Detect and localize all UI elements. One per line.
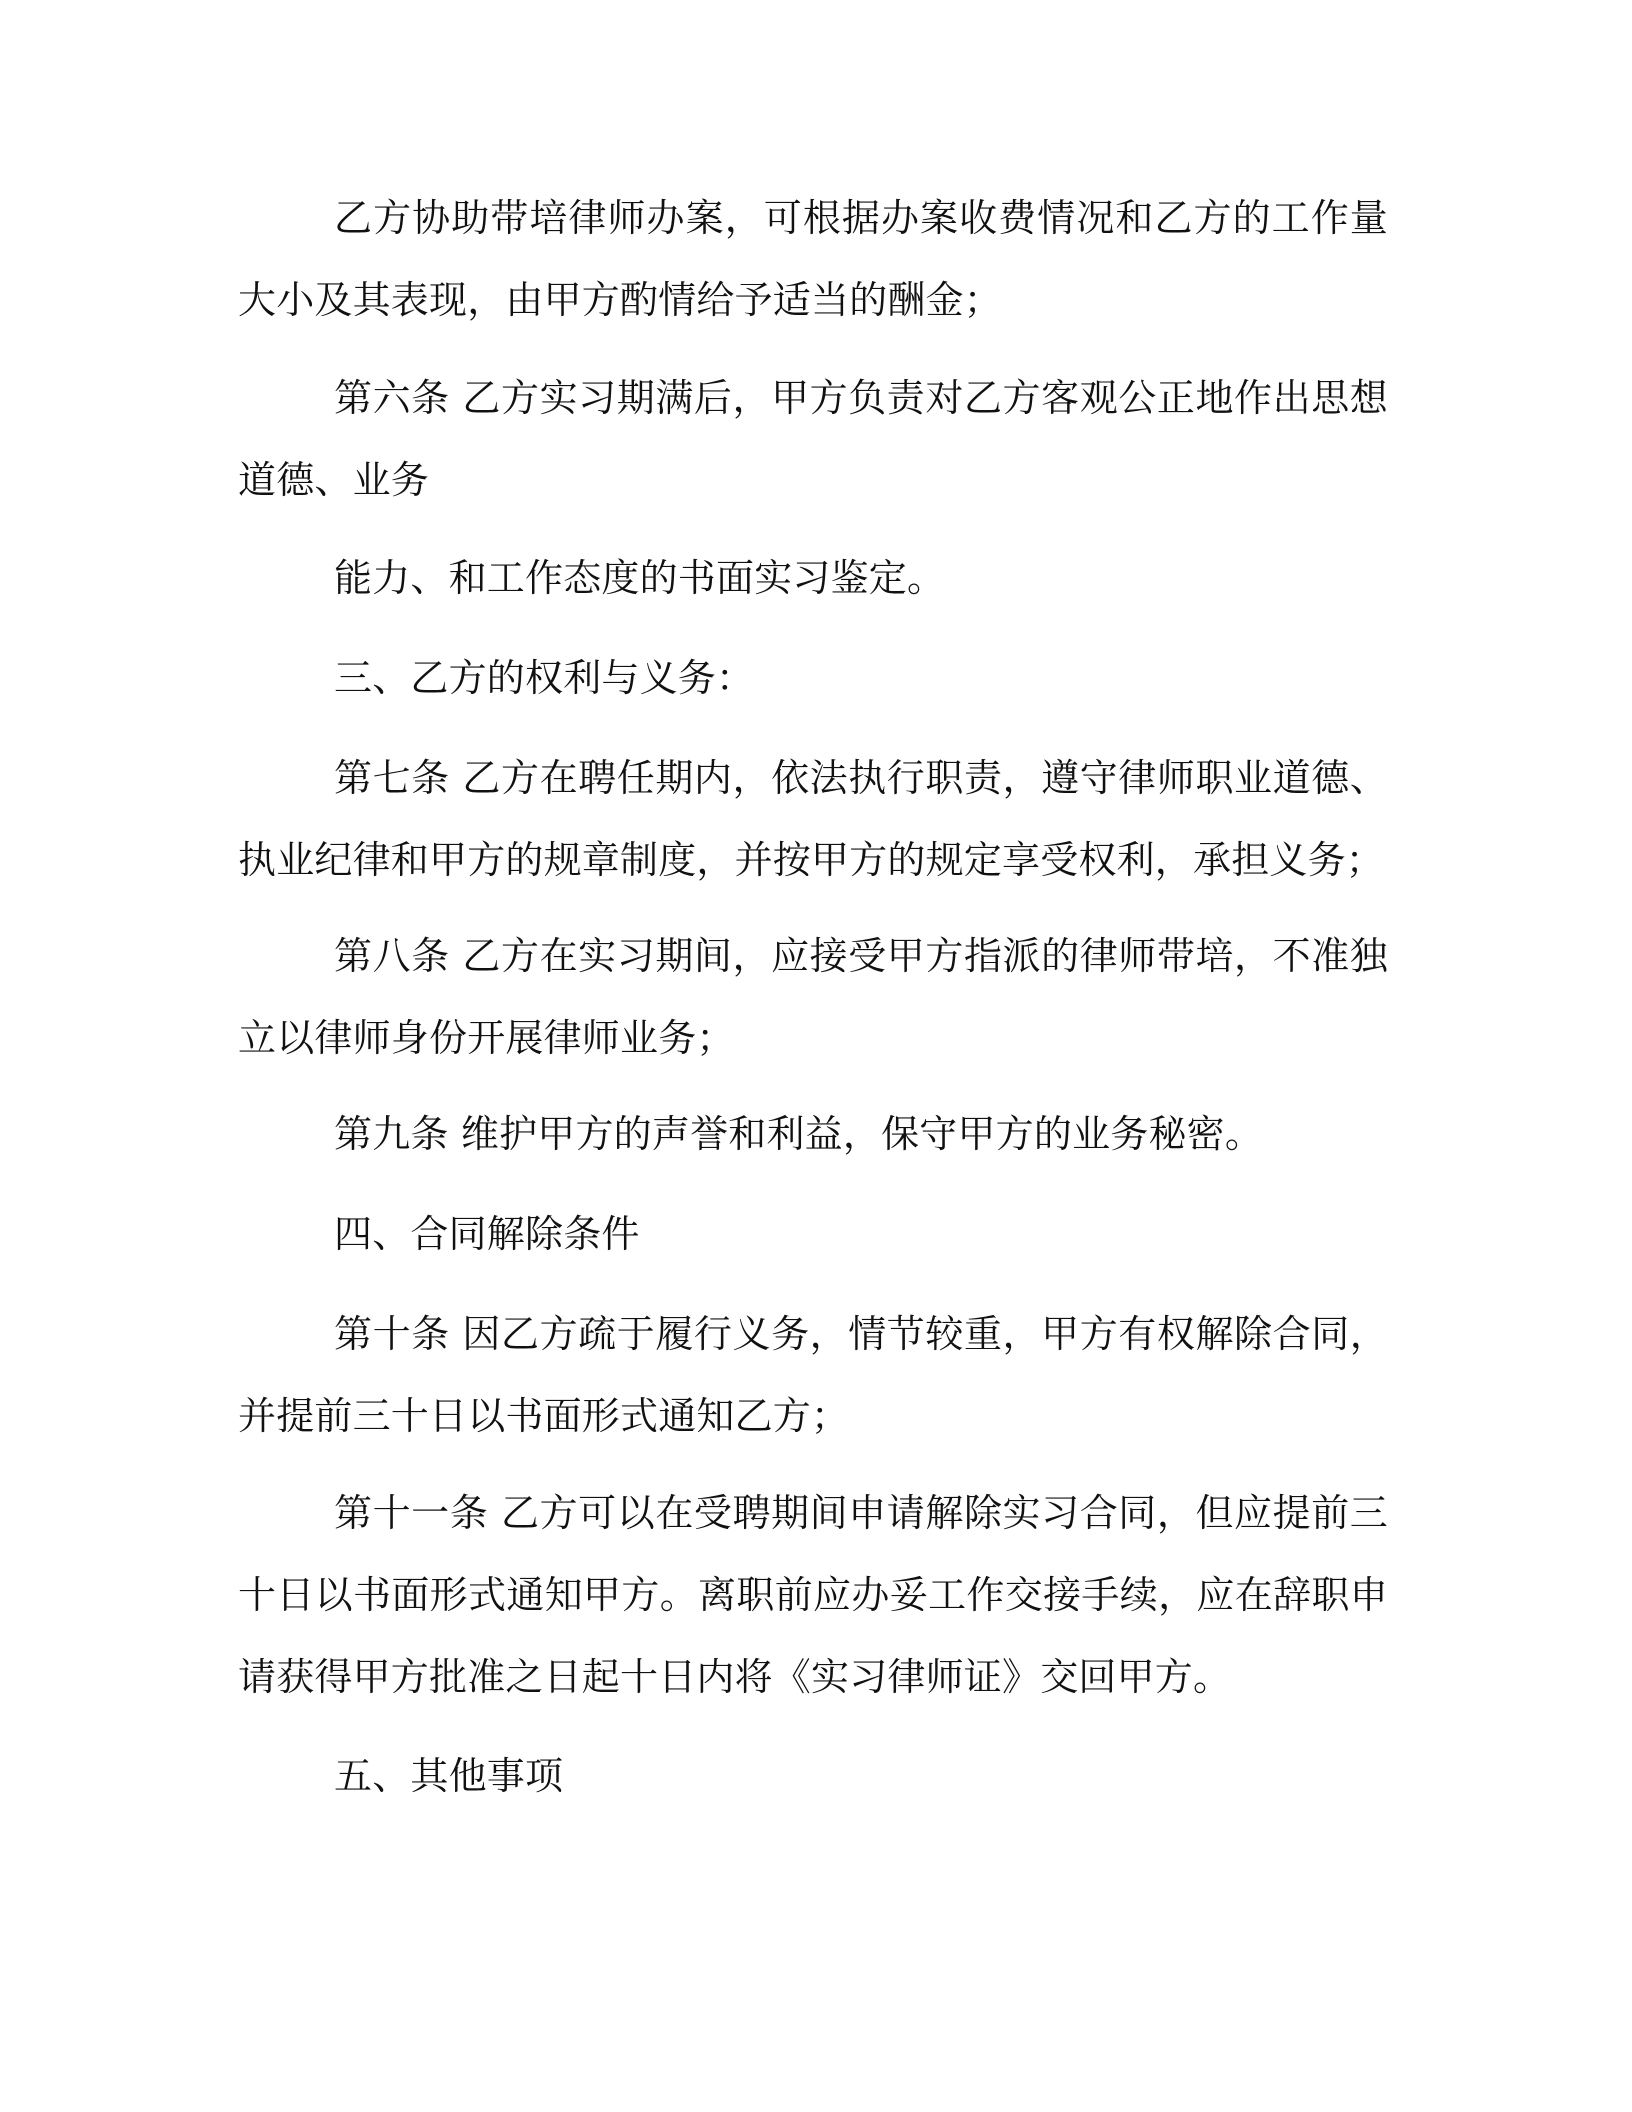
section-heading-termination: 四、合同解除条件 [334, 1212, 640, 1256]
paragraph-article-11: 第十一条 乙方可以在受聘期间申请解除实习合同，但应提前三十日以书面形式通知甲方。离职前应办妥工作交接手续，应在辞职申请获得甲方批准之日起十日内将《实习律师证》交回甲方。 [238, 1491, 1388, 1699]
paragraph-article-9: 第九条 维护甲方的声誉和利益，保守甲方的业务秘密。 [334, 1112, 1264, 1156]
paragraph-article-8: 第八条 乙方在实习期间，应接受甲方指派的律师带培，不准独立以律师身份开展律师业务； [238, 934, 1388, 1060]
section-heading-other-matters: 五、其他事项 [334, 1754, 564, 1798]
paragraph-article-6: 第六条 乙方实习期满后，甲方负责对乙方客观公正地作出思想道德、业务 [238, 376, 1388, 502]
paragraph-remuneration: 乙方协助带培律师办案，可根据办案收费情况和乙方的工作量大小及其表现，由甲方酌情给予适当的酬金； [238, 196, 1388, 322]
paragraph-article-7: 第七条 乙方在聘任期内，依法执行职责，遵守律师职业道德、执业纪律和甲方的规章制度，并按甲方的规定享受权利，承担义务； [238, 756, 1388, 882]
paragraph-article-6-continued: 能力、和工作态度的书面实习鉴定。 [334, 556, 946, 600]
paragraph-article-10: 第十条 因乙方疏于履行义务，情节较重，甲方有权解除合同，并提前三十日以书面形式通知乙方； [238, 1312, 1388, 1438]
section-heading-rights-obligations: 三、乙方的权利与义务： [334, 656, 755, 700]
